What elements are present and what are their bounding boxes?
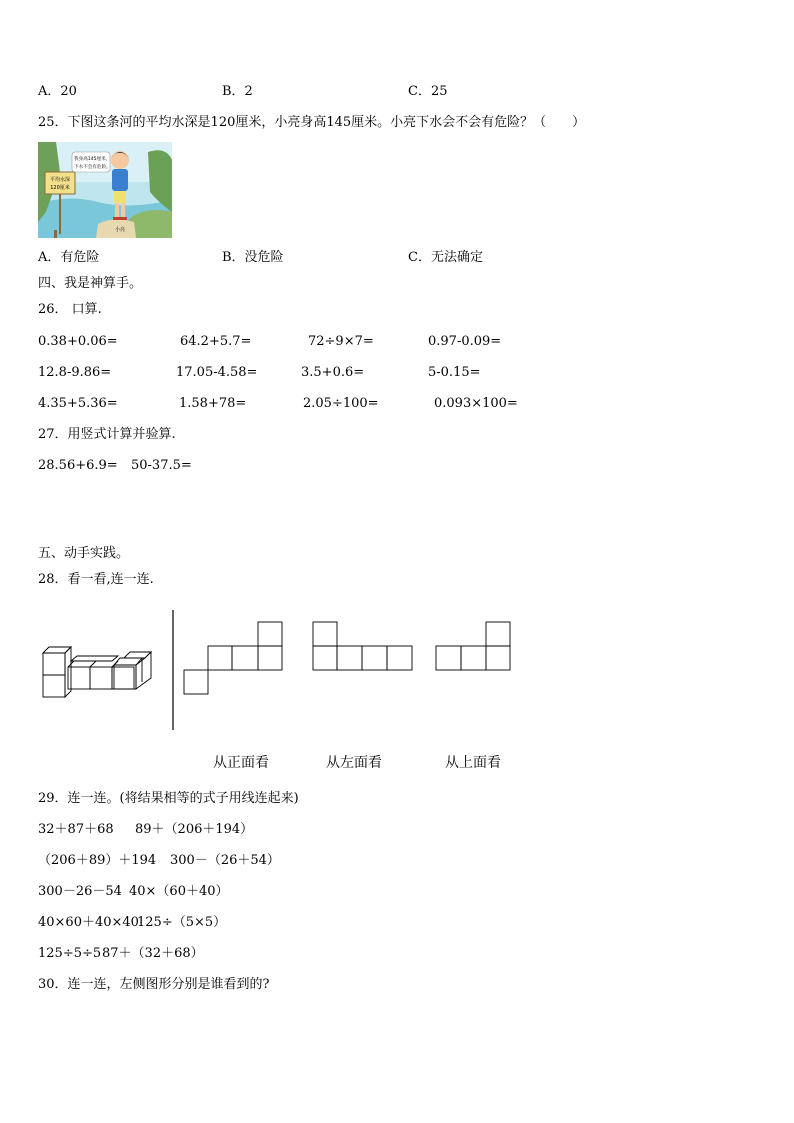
- q29-right-1: 89＋（206＋194）: [135, 822, 254, 837]
- q29-left-5: 125÷5÷5: [38, 946, 102, 961]
- q25-option-a: A．有危险: [38, 250, 100, 265]
- q26-r3-c3: 2.05÷100=: [303, 396, 379, 411]
- sign-text-line1: 平均水深: [49, 177, 71, 183]
- q26-r2-c2: 17.05-4.58=: [176, 365, 258, 380]
- q27-item-2: 50-37.5=: [131, 458, 192, 473]
- view-shape-2: [313, 622, 412, 670]
- bubble-text-line2: 下水不会有危险。: [74, 165, 111, 170]
- view-shape-3: [436, 622, 510, 670]
- q29-left-3: 300－26－54: [38, 884, 122, 899]
- q28-figure: [38, 605, 518, 735]
- q29-left-4: 40×60＋40×40: [38, 915, 139, 930]
- q26-r2-c4: 5-0.15=: [428, 365, 481, 380]
- q26-r3-c1: 4.35+5.36=: [38, 396, 118, 411]
- view-label-front: 从正面看: [213, 755, 269, 771]
- q26-r3-c4: 0.093×100=: [434, 396, 518, 411]
- q29-right-5: 87＋（32＋68）: [102, 946, 204, 961]
- q26-r1-c1: 0.38+0.06=: [38, 334, 118, 349]
- section5-heading: 五、动手实践。: [38, 546, 130, 561]
- q30-title: 30．连一连，左侧图形分别是谁看到的?: [38, 977, 270, 992]
- q25-river-illustration: [38, 142, 172, 238]
- q27-item-1: 28.56+6.9=: [38, 458, 118, 473]
- q25-option-c: C．无法确定: [408, 250, 483, 265]
- q27-title: 27．用竖式计算并验算.: [38, 427, 176, 442]
- q24-option-c: C．25: [408, 84, 448, 99]
- q25-option-b: B．没危险: [222, 250, 284, 265]
- q29-right-3: 40×（60＋40）: [129, 884, 229, 899]
- q29-right-4: 125÷（5×5）: [137, 915, 227, 930]
- q26-r2-c1: 12.8-9.86=: [38, 365, 112, 380]
- q29-title: 29．连一连。(将结果相等的式子用线连起来): [38, 791, 299, 806]
- view-label-left: 从左面看: [326, 755, 382, 771]
- section4-heading: 四、我是神算手。: [38, 276, 143, 291]
- bubble-text-line1: 我身高145厘米，: [74, 157, 111, 162]
- q28-title: 28．看一看,连一连.: [38, 572, 154, 587]
- 3d-block-shape: [43, 647, 151, 697]
- view-label-top: 从上面看: [445, 755, 501, 771]
- q24-option-a: A．20: [38, 84, 77, 99]
- q26-r1-c2: 64.2+5.7=: [180, 334, 252, 349]
- q29-left-1: 32＋87＋68: [38, 822, 114, 837]
- q26-title: 26． 口算.: [38, 302, 102, 317]
- q26-r3-c2: 1.58+78=: [179, 396, 247, 411]
- q26-r1-c4: 0.97-0.09=: [428, 334, 502, 349]
- q29-left-2: （206＋89）＋194: [38, 853, 157, 868]
- view-shape-1: [184, 622, 282, 694]
- sign-text-line2: 120厘米: [50, 185, 70, 191]
- child-label: 小亮: [114, 227, 126, 233]
- q24-option-b: B．2: [222, 84, 253, 99]
- q26-r1-c3: 72÷9×7=: [308, 334, 374, 349]
- q29-right-2: 300－（26＋54）: [170, 853, 280, 868]
- q25-question: 25．下图这条河的平均水深是120厘米，小亮身高145厘米。小亮下水会不会有危险？（ ）: [38, 115, 586, 130]
- q26-r2-c3: 3.5+0.6=: [301, 365, 365, 380]
